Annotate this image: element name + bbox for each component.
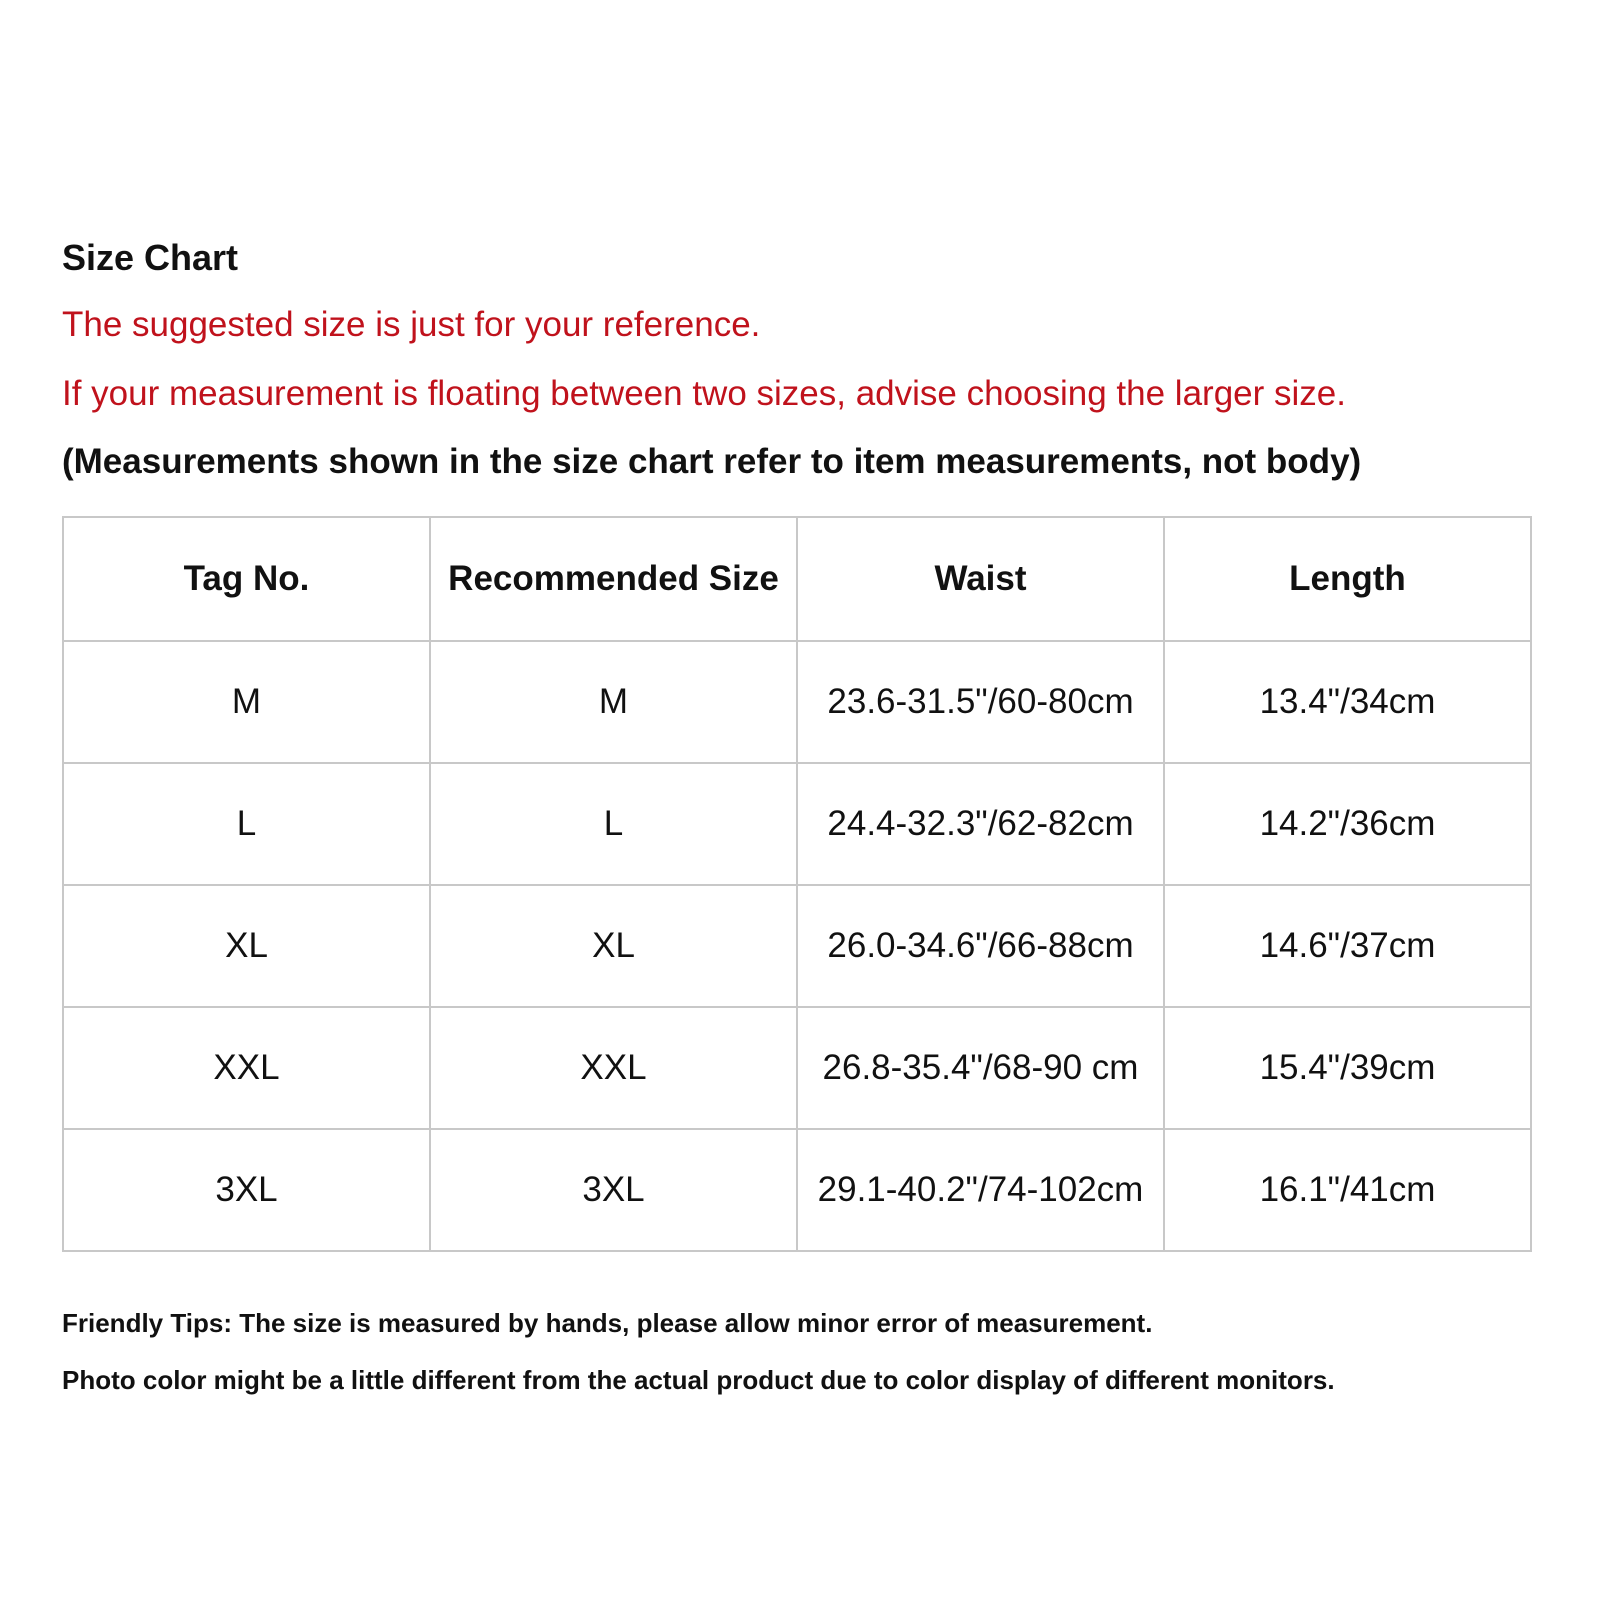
cell-waist: 29.1-40.2"/74-102cm xyxy=(797,1129,1164,1251)
cell-tag-no: L xyxy=(63,763,430,885)
cell-waist: 26.0-34.6"/66-88cm xyxy=(797,885,1164,1007)
cell-length: 14.2"/36cm xyxy=(1164,763,1531,885)
color-disclaimer: Photo color might be a little different from the actual product due to color display of different monitors. xyxy=(62,1365,1335,1395)
cell-recommended-size: XL xyxy=(430,885,797,1007)
header-length: Length xyxy=(1164,517,1531,641)
table-row xyxy=(63,1129,1531,1251)
table-row xyxy=(63,1007,1531,1129)
table-row xyxy=(63,763,1531,885)
cell-waist: 23.6-31.5"/60-80cm xyxy=(797,641,1164,763)
header-tag-no: Tag No. xyxy=(63,517,430,641)
table-row xyxy=(63,641,1531,763)
header-waist: Waist xyxy=(797,517,1164,641)
cell-recommended-size: XXL xyxy=(430,1007,797,1129)
reference-note: The suggested size is just for your reference. xyxy=(62,305,761,344)
cell-tag-no: M xyxy=(63,641,430,763)
measurement-disclaimer: (Measurements shown in the size chart refer to item measurements, not body) xyxy=(62,442,1362,481)
cell-tag-no: 3XL xyxy=(63,1129,430,1251)
friendly-tips: Friendly Tips: The size is measured by hands, please allow minor error of measurement. xyxy=(62,1308,1153,1338)
cell-tag-no: XL xyxy=(63,885,430,1007)
cell-recommended-size: 3XL xyxy=(430,1129,797,1251)
cell-length: 15.4"/39cm xyxy=(1164,1007,1531,1129)
table-header-row xyxy=(63,517,1531,641)
page-title: Size Chart xyxy=(62,237,239,278)
cell-recommended-size: L xyxy=(430,763,797,885)
cell-length: 13.4"/34cm xyxy=(1164,641,1531,763)
size-table xyxy=(62,516,1532,1252)
header-recommended-size: Recommended Size xyxy=(430,517,797,641)
cell-waist: 26.8-35.4"/68-90 cm xyxy=(797,1007,1164,1129)
size-advice-note: If your measurement is floating between two sizes, advise choosing the larger size. xyxy=(62,374,1346,413)
cell-length: 14.6"/37cm xyxy=(1164,885,1531,1007)
cell-recommended-size: M xyxy=(430,641,797,763)
cell-length: 16.1"/41cm xyxy=(1164,1129,1531,1251)
cell-waist: 24.4-32.3"/62-82cm xyxy=(797,763,1164,885)
table-row xyxy=(63,885,1531,1007)
cell-tag-no: XXL xyxy=(63,1007,430,1129)
